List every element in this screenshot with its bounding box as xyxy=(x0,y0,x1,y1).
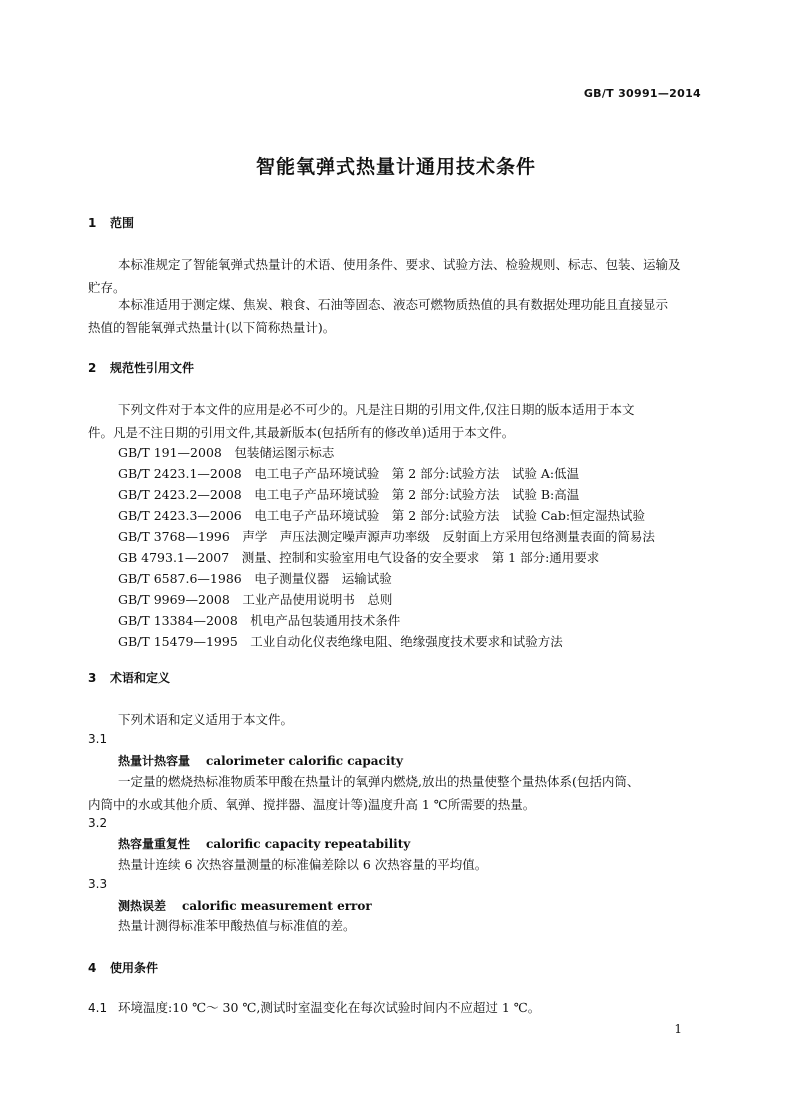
section-heading-use-conditions xyxy=(88,959,158,976)
section-heading-normative-references xyxy=(88,359,194,376)
reference-item: GB/T 3768—1996 声学 声压法测定噪声源声功率级 反射面上方采用包络测量表面的简易法 xyxy=(118,529,655,544)
document-title: 智能氧弹式热量计通用技术条件 xyxy=(255,156,536,178)
term-chinese: 热量计热容量 xyxy=(118,754,191,768)
use-condition-item xyxy=(88,998,540,1016)
terms-intro: 下列术语和定义适用于本文件。 xyxy=(118,712,294,727)
item-text: 环境温度:10 ℃～ 30 ℃,测试时室温变化在每次试验时间内不应超过 1 ℃。 xyxy=(118,1000,541,1015)
term-chinese: 热容量重复性 xyxy=(118,837,191,851)
reference-item: GB/T 6587.6—1986 电子测量仪器 运输试验 xyxy=(118,571,392,586)
section-number: 4 xyxy=(88,961,97,975)
section-title: 规范性引用文件 xyxy=(110,361,195,375)
section-title: 使用条件 xyxy=(110,961,159,975)
term-english: calorific capacity repeatability xyxy=(206,837,411,851)
reference-item: GB/T 2423.1—2008 电工电子产品环境试验 第 2 部分:试验方法 试验 A:低温 xyxy=(118,466,580,481)
term-english: calorimeter calorific capacity xyxy=(206,754,403,768)
section-title: 范围 xyxy=(110,216,135,230)
section-title: 术语和定义 xyxy=(110,671,171,685)
section-number: 2 xyxy=(88,361,97,375)
term-english: calorific measurement error xyxy=(182,899,372,913)
term-definition: 热量计连续 6 次热容量测量的标准偏差除以 6 次热容量的平均值。 xyxy=(118,857,488,872)
section-heading-terms-definitions xyxy=(88,669,170,686)
reference-item: GB/T 9969—2008 工业产品使用说明书 总则 xyxy=(118,592,393,607)
reference-item: GB/T 15479—1995 工业自动化仪表绝缘电阻、绝缘强度技术要求和试验方法 xyxy=(118,634,563,649)
reference-item: GB/T 13384—2008 机电产品包装通用技术条件 xyxy=(118,613,401,628)
item-number: 4.1 xyxy=(88,1001,108,1015)
reference-item: GB 4793.1—2007 测量、控制和实验室用电气设备的安全要求 第 1 部分:通用要求 xyxy=(118,550,600,565)
paragraph-line: 件。凡是不注日期的引用文件,其最新版本(包括所有的修改单)适用于本文件。 xyxy=(88,425,515,440)
reference-item: GB/T 191—2008 包装储运图示标志 xyxy=(118,445,335,460)
paragraph-line: 本标准适用于测定煤、焦炭、粮食、石油等固态、液态可燃物质热值的具有数据处理功能且直接显示 xyxy=(118,297,669,312)
standard-number: GB/T 30991—2014 xyxy=(583,87,701,100)
section-number: 1 xyxy=(88,216,97,230)
paragraph-line: 贮存。 xyxy=(88,280,126,295)
term-number: 3.1 xyxy=(88,732,108,746)
references-intro xyxy=(88,398,704,444)
term-definition xyxy=(88,770,704,816)
reference-item: GB/T 2423.3—2006 电工电子产品环境试验 第 2 部分:试验方法 试验 Cab:恒定湿热试验 xyxy=(118,508,646,523)
term-definition: 热量计测得标准苯甲酸热值与标准值的差。 xyxy=(118,918,356,933)
term-heading xyxy=(118,897,372,914)
term-chinese: 测热误差 xyxy=(118,899,167,913)
term-heading xyxy=(118,752,403,769)
paragraph-line: 下列文件对于本文件的应用是必不可少的。凡是注日期的引用文件,仅注日期的版本适用于本文 xyxy=(118,402,635,417)
paragraph-line: 本标准规定了智能氧弹式热量计的术语、使用条件、要求、试验方法、检验规则、标志、包装、运输及 xyxy=(118,257,681,272)
term-number: 3.2 xyxy=(88,816,108,830)
reference-item: GB/T 2423.2—2008 电工电子产品环境试验 第 2 部分:试验方法 试验 B:高温 xyxy=(118,487,580,502)
paragraph-line: 内筒中的水或其他介质、氧弹、搅拌器、温度计等)温度升高 1 ℃所需要的热量。 xyxy=(88,797,536,812)
term-number: 3.3 xyxy=(88,877,108,891)
scope-paragraph-2 xyxy=(88,293,704,339)
page-number: 1 xyxy=(674,1022,682,1036)
paragraph-line: 热值的智能氧弹式热量计(以下简称热量计)。 xyxy=(88,320,336,335)
section-number: 3 xyxy=(88,671,97,685)
section-heading-scope xyxy=(88,214,134,231)
paragraph-line: 一定量的燃烧热标准物质苯甲酸在热量计的氧弹内燃烧,放出的热量使整个量热体系(包括内筒、 xyxy=(118,774,640,789)
term-heading xyxy=(118,835,410,852)
